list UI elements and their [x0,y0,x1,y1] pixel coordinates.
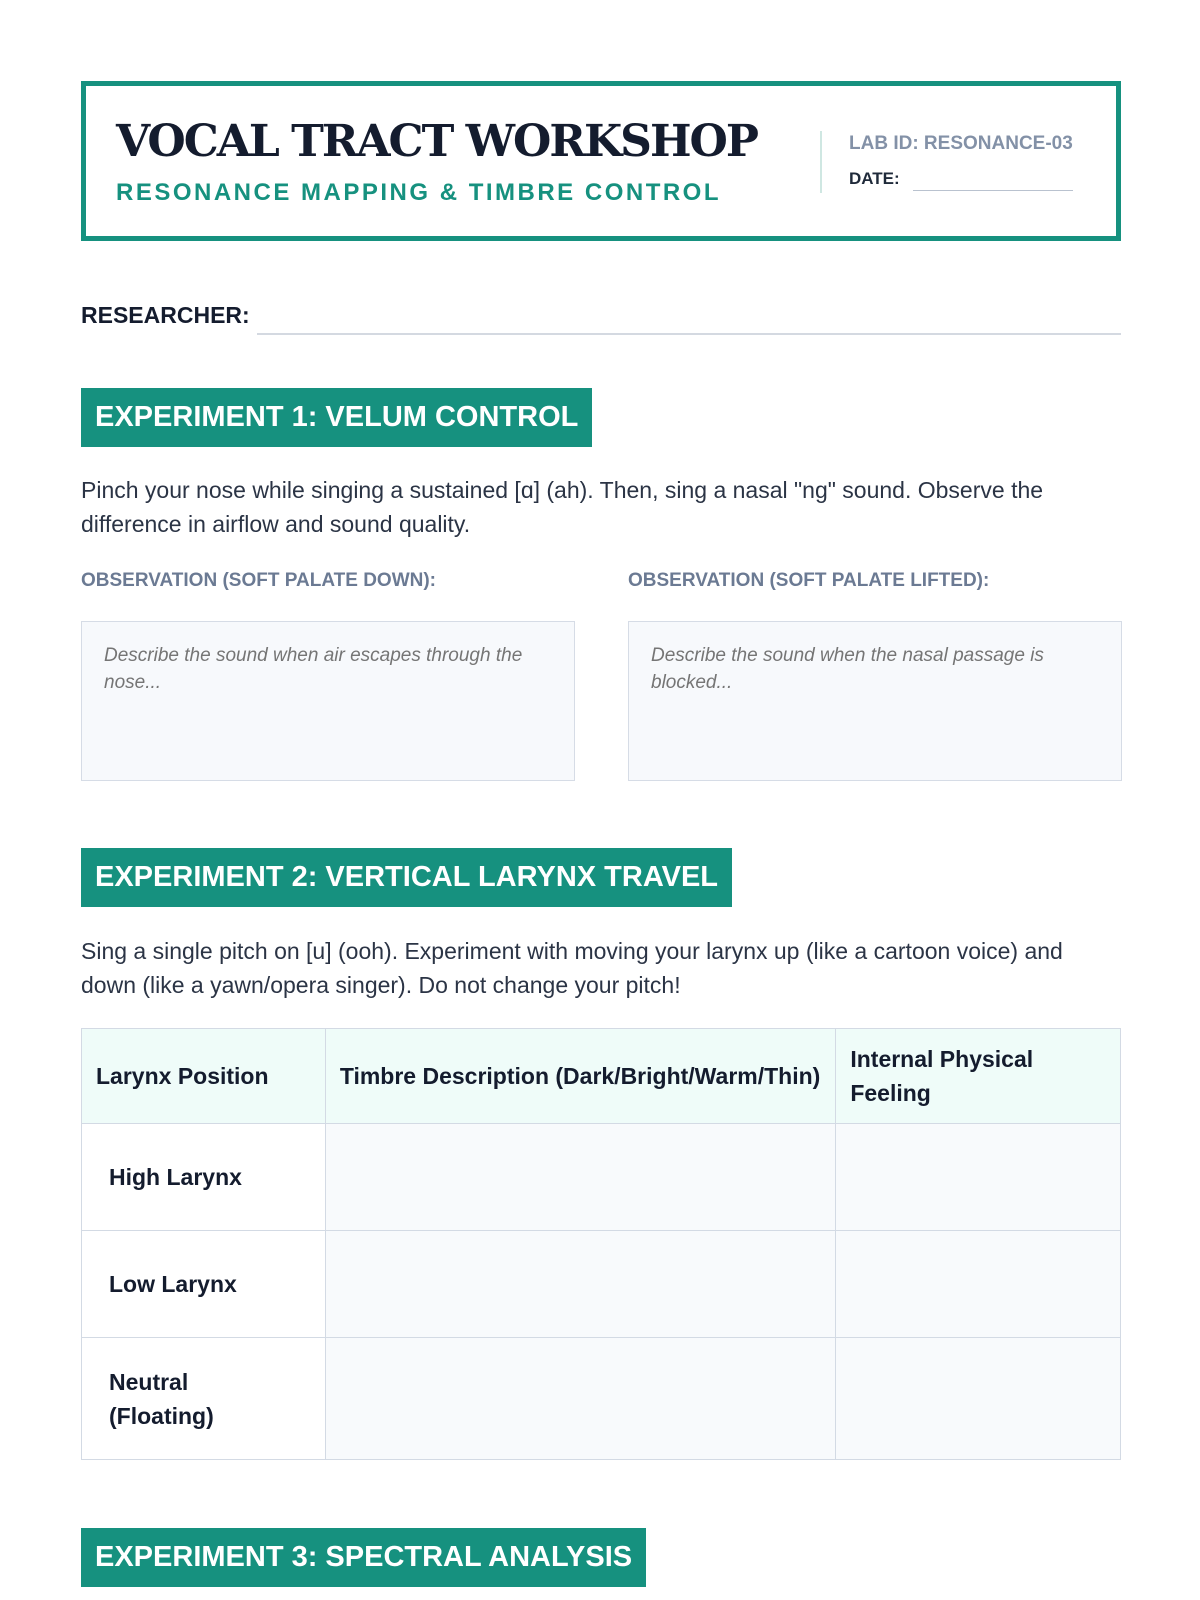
table-row [82,1124,1121,1231]
col-larynx-position: Larynx Position [82,1029,326,1124]
cell-timbre-neutral[interactable] [325,1338,836,1460]
cell-feeling-high[interactable] [836,1124,1121,1231]
cell-timbre-high[interactable] [325,1124,836,1231]
larynx-table [81,1028,1121,1460]
row-label-high-larynx: High Larynx [82,1124,326,1231]
obs-soft-palate-down-label: OBSERVATION (SOFT PALATE DOWN): [81,570,436,591]
cell-timbre-low[interactable] [325,1231,836,1338]
researcher-field[interactable] [257,333,1121,335]
col-physical-feeling: Internal Physical Feeling [836,1029,1121,1124]
table-row [82,1338,1121,1460]
researcher-label: RESEARCHER: [81,302,250,328]
table-header-row [82,1029,1121,1124]
obs-soft-palate-down-input[interactable] [81,621,575,781]
date-label: DATE: [849,169,900,188]
col-timbre-description: Timbre Description (Dark/Bright/Warm/Thin) [325,1029,836,1124]
date-field[interactable] [913,190,1073,191]
cell-feeling-low[interactable] [836,1231,1121,1338]
experiment-3-heading: EXPERIMENT 3: SPECTRAL ANALYSIS [81,1528,646,1587]
worksheet-title: VOCAL TRACT WORKSHOP [116,116,757,167]
row-label-neutral: Neutral (Floating) [82,1338,326,1460]
row-label-low-larynx: Low Larynx [82,1231,326,1338]
worksheet-header [81,81,1121,241]
obs-soft-palate-lifted-input[interactable] [628,621,1122,781]
experiment-2-instructions: Sing a single pitch on [u] (ooh). Experiment with moving your larynx up (like a cartoon voice) and down (like a yawn/opera singer). Do not change your pitch! [81,938,1063,998]
cell-feeling-neutral[interactable] [836,1338,1121,1460]
header-divider [820,131,822,193]
table-row [82,1231,1121,1338]
obs-soft-palate-lifted-label: OBSERVATION (SOFT PALATE LIFTED): [628,570,990,591]
experiment-2-heading: EXPERIMENT 2: VERTICAL LARYNX TRAVEL [81,848,732,907]
experiment-1-instructions: Pinch your nose while singing a sustained [ɑ] (ah). Then, sing a nasal "ng" sound. Observe the difference in airflow and sound quality. [81,477,1044,537]
lab-id: LAB ID: RESONANCE-03 [849,133,1073,154]
experiment-1-heading: EXPERIMENT 1: VELUM CONTROL [81,388,592,447]
worksheet-subtitle: RESONANCE MAPPING & TIMBRE CONTROL [116,179,722,206]
